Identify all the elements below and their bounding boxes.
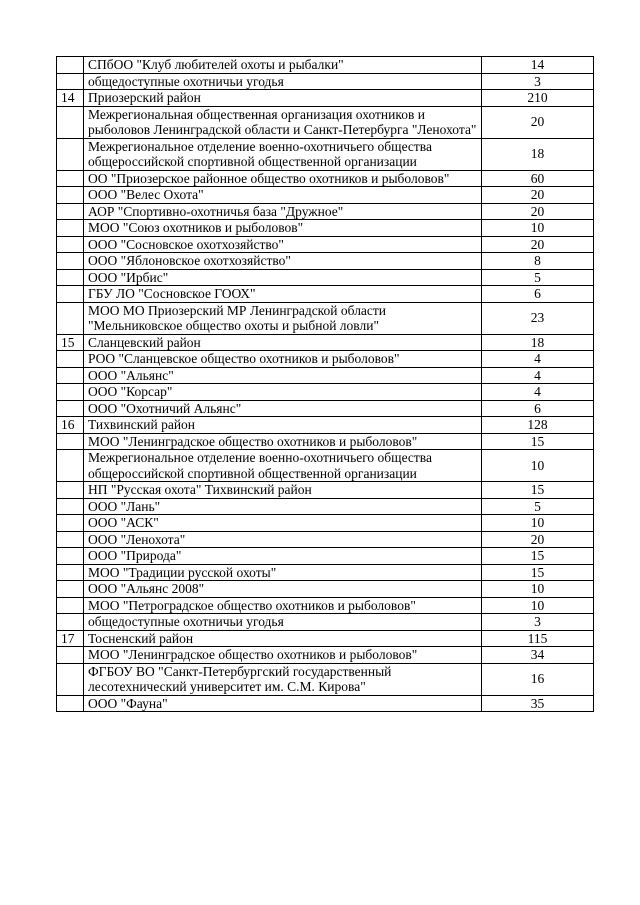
row-number [57, 236, 84, 253]
district-name: Приозерский район [84, 90, 482, 107]
row-number [57, 203, 84, 220]
organization-name: АОР "Спортивно-охотничья база "Дружное" [84, 203, 482, 220]
quota-table-body [57, 57, 594, 712]
quantity: 10 [482, 581, 594, 598]
district-name: Сланцевский район [84, 334, 482, 351]
quantity: 15 [482, 548, 594, 565]
quantity: 4 [482, 384, 594, 401]
table-row [57, 170, 594, 187]
quantity: 15 [482, 433, 594, 450]
organization-name: ООО "Яблоновское охотхозяйство" [84, 253, 482, 270]
quantity: 5 [482, 498, 594, 515]
organization-name: ООО "Ирбис" [84, 269, 482, 286]
organization-name: ООО "Природа" [84, 548, 482, 565]
organization-name: СПбОО "Клуб любителей охоты и рыбалки" [84, 57, 482, 74]
organization-name: МОО "Ленинградское общество охотников и рыболовов" [84, 647, 482, 664]
organization-name: общедоступные охотничьи угодья [84, 614, 482, 631]
quantity: 20 [482, 236, 594, 253]
table-row [57, 187, 594, 204]
quantity: 6 [482, 400, 594, 417]
row-number [57, 351, 84, 368]
organization-name: ООО "Сосновское охотхозяйство" [84, 236, 482, 253]
quantity: 14 [482, 57, 594, 74]
table-row [57, 695, 594, 712]
organization-name: РОО "Сланцевское общество охотников и рыболовов" [84, 351, 482, 368]
row-number [57, 498, 84, 515]
quantity: 16 [482, 663, 594, 695]
quantity: 35 [482, 695, 594, 712]
row-number [57, 597, 84, 614]
organization-name: ООО "Корсар" [84, 384, 482, 401]
row-number [57, 138, 84, 170]
quantity: 115 [482, 630, 594, 647]
row-number [57, 253, 84, 270]
quantity: 8 [482, 253, 594, 270]
row-number [57, 433, 84, 450]
quantity: 15 [482, 564, 594, 581]
quantity: 3 [482, 614, 594, 631]
table-row [57, 367, 594, 384]
quantity: 5 [482, 269, 594, 286]
quota-table [56, 56, 594, 712]
quantity: 210 [482, 90, 594, 107]
row-number [57, 400, 84, 417]
row-number [57, 663, 84, 695]
table-row [57, 482, 594, 499]
quantity: 15 [482, 482, 594, 499]
table-row [57, 581, 594, 598]
table-row [57, 647, 594, 664]
organization-name: ООО "Ленохота" [84, 531, 482, 548]
organization-name: ООО "Альянс 2008" [84, 581, 482, 598]
district-name: Тихвинский район [84, 417, 482, 434]
organization-name: ООО "Фауна" [84, 695, 482, 712]
organization-name: ФГБОУ ВО "Санкт-Петербургский государственный лесотехнический университет им. С.М. Кирова" [84, 663, 482, 695]
organization-name: МОО "Петроградское общество охотников и рыболовов" [84, 597, 482, 614]
organization-name: ГБУ ЛО "Сосновское ГООХ" [84, 286, 482, 303]
table-row [57, 515, 594, 532]
quantity: 60 [482, 170, 594, 187]
row-number: 14 [57, 90, 84, 107]
row-number [57, 531, 84, 548]
organization-name: ООО "Альянс" [84, 367, 482, 384]
table-row [57, 663, 594, 695]
district-name: Тосненский район [84, 630, 482, 647]
organization-name: Межрегиональное отделение военно-охотничьего общества общероссийской спортивной общественной организации [84, 450, 482, 482]
table-row [57, 286, 594, 303]
organization-name: Межрегиональная общественная организация охотников и рыболовов Ленинградской области и Санкт-Петербурга "Ленохота" [84, 106, 482, 138]
row-number [57, 220, 84, 237]
organization-name: МОО МО Приозерский МР Ленинградской области "Мельниковское общество охоты и рыбной ловли" [84, 302, 482, 334]
table-row [57, 548, 594, 565]
table-row [57, 203, 594, 220]
organization-name: Межрегиональное отделение военно-охотничьего общества общероссийской спортивной общественной организации [84, 138, 482, 170]
row-number [57, 106, 84, 138]
table-row [57, 220, 594, 237]
table-row [57, 417, 594, 434]
row-number [57, 302, 84, 334]
quantity: 20 [482, 531, 594, 548]
organization-name: ООО "АСК" [84, 515, 482, 532]
quantity: 18 [482, 138, 594, 170]
table-row [57, 138, 594, 170]
row-number: 17 [57, 630, 84, 647]
table-row [57, 236, 594, 253]
quantity: 6 [482, 286, 594, 303]
row-number [57, 564, 84, 581]
quantity: 20 [482, 106, 594, 138]
table-row [57, 351, 594, 368]
table-row [57, 614, 594, 631]
row-number [57, 581, 84, 598]
row-number [57, 695, 84, 712]
quantity: 10 [482, 450, 594, 482]
quantity: 4 [482, 367, 594, 384]
row-number [57, 614, 84, 631]
row-number [57, 57, 84, 74]
quantity: 4 [482, 351, 594, 368]
row-number [57, 73, 84, 90]
row-number [57, 384, 84, 401]
organization-name: МОО "Традиции русской охоты" [84, 564, 482, 581]
row-number [57, 187, 84, 204]
table-row [57, 253, 594, 270]
table-row [57, 498, 594, 515]
organization-name: НП "Русская охота" Тихвинский район [84, 482, 482, 499]
organization-name: ООО "Охотничий Альянс" [84, 400, 482, 417]
quantity: 34 [482, 647, 594, 664]
quantity: 20 [482, 187, 594, 204]
table-row [57, 106, 594, 138]
table-row [57, 400, 594, 417]
document-page [56, 56, 593, 712]
organization-name: ООО "Велес Охота" [84, 187, 482, 204]
organization-name: общедоступные охотничьи угодья [84, 73, 482, 90]
table-row [57, 90, 594, 107]
table-row [57, 597, 594, 614]
table-row [57, 269, 594, 286]
quantity: 10 [482, 220, 594, 237]
table-row [57, 450, 594, 482]
organization-name: МОО "Союз охотников и рыболовов" [84, 220, 482, 237]
row-number: 15 [57, 334, 84, 351]
row-number [57, 269, 84, 286]
table-row [57, 531, 594, 548]
row-number [57, 515, 84, 532]
quantity: 10 [482, 597, 594, 614]
quantity: 3 [482, 73, 594, 90]
table-row [57, 630, 594, 647]
row-number [57, 548, 84, 565]
table-row [57, 433, 594, 450]
table-row [57, 334, 594, 351]
table-row [57, 302, 594, 334]
row-number [57, 170, 84, 187]
table-row [57, 564, 594, 581]
quantity: 20 [482, 203, 594, 220]
organization-name: ОО "Приозерское районное общество охотников и рыболовов" [84, 170, 482, 187]
row-number [57, 367, 84, 384]
row-number [57, 647, 84, 664]
row-number [57, 286, 84, 303]
row-number: 16 [57, 417, 84, 434]
quantity: 128 [482, 417, 594, 434]
quantity: 18 [482, 334, 594, 351]
table-row [57, 384, 594, 401]
quantity: 23 [482, 302, 594, 334]
table-row [57, 73, 594, 90]
row-number [57, 450, 84, 482]
quantity: 10 [482, 515, 594, 532]
row-number [57, 482, 84, 499]
organization-name: МОО "Ленинградское общество охотников и рыболовов" [84, 433, 482, 450]
organization-name: ООО "Лань" [84, 498, 482, 515]
table-row [57, 57, 594, 74]
